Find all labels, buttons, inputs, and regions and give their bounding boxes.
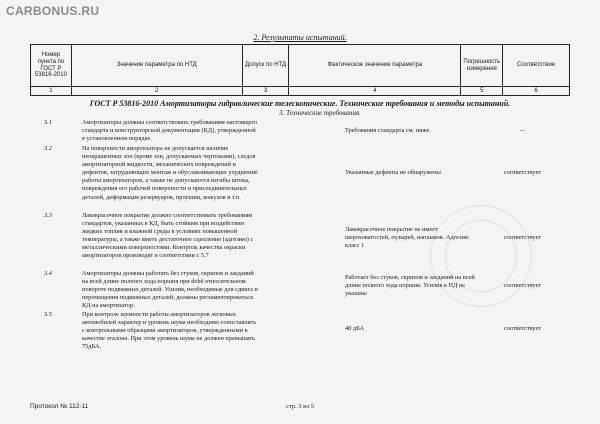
- col-number-cell: 3: [242, 87, 289, 96]
- section-title: 2. Результаты испытаний.: [253, 33, 347, 42]
- compliance-value: соответствует: [503, 169, 542, 176]
- results-table-header: [30, 44, 570, 96]
- protocol-number: Протокол № 112-11: [30, 403, 89, 410]
- col-number-cell: 4: [289, 87, 461, 96]
- requirement-text: Лакокрасочное покрытие должно соответствовать требованиям стандартов, указанных в КД, быть стойким при воздействии жидких топлив и влажной среды в условиях повышенной температуры, а также иметь достаточное сцепление (адгезию) с металлическими поверхностями. Контроль качества окраски амортизаторов производят в соответствии с 5.7: [82, 212, 254, 260]
- clause-number: 3.2: [44, 145, 52, 152]
- col-number-cell: 5: [461, 87, 503, 96]
- faint-stamp-inner-ring: [445, 220, 517, 292]
- actual-value: Требования стандарта см. ниже: [345, 127, 430, 134]
- requirement-text: Амортизаторы должны соответствовать требованиям настоящего стандарта и конструкторской документации (КД), утвержденной в установленном порядке.: [82, 119, 258, 143]
- compliance-value: соответствует: [503, 234, 542, 241]
- clause-number: 3.5: [44, 311, 52, 318]
- watermark: CARBONUS.RU: [6, 4, 100, 18]
- col-number-cell: 2: [71, 87, 242, 96]
- section-subtitle: 3. Технические требования.: [279, 109, 361, 117]
- compliance-value: соответствует: [503, 282, 542, 289]
- header-cell-error: Погрешность измерения: [461, 45, 503, 87]
- standard-title: ГОСТ Р 53816-2010 Амортизаторы гидравлические телескопические. Технические требования и методы испытаний.: [89, 99, 511, 108]
- compliance-value: --: [520, 127, 525, 134]
- actual-value: 48 дБА: [345, 325, 365, 332]
- requirement-text: На поверхности амортизатора не допускается наличие неокрашенных зон (кроме зон, допускаемых чертежами), следов амортизаторной жидкости, механических повреждений и дефектов, затрудняющих монтаж и обуславливающих ухудшение работы амортизаторов, а также не допускаются изгибы штока, повреждения его рабочей поверхности и присоединительных деталей, деформация резервуаров, проушин, кожухов и т.п.: [82, 145, 258, 201]
- header-cell-actual: Фактическое значение параметра: [289, 45, 461, 87]
- header-cell-requirement: Значение параметра по НТД: [71, 45, 242, 87]
- requirement-text: При контроле шумности работы амортизаторов легковых автомобилей характер и уровень шума необходимо сопоставлять с контрольными образцами амортизаторов, утвержденными в качестве эталона. При этом уровень шума не должен превышать 75дБА.: [82, 311, 257, 351]
- clause-number: 3.1: [44, 119, 52, 126]
- actual-value: Указанные дефекты не обнаружены: [345, 169, 441, 176]
- clause-number: 3.3: [44, 212, 52, 219]
- compliance-value: соответствует: [503, 325, 542, 332]
- clause-number: 3.4: [44, 270, 52, 277]
- requirement-text: Амортизаторы должны работать без стуков, скрипов и заеданий на всей длине полного хода поршня при době относительном повороте подвижных деталей. Усилия, необходимые для сдвига и перемещения подвижных деталей, должны регламентироваться КД на амортизатор.: [82, 270, 258, 310]
- header-cell-tolerance: Допуск по НТД: [242, 45, 289, 87]
- header-cell-clause: Номер пункта по ГОСТ Р 53816-2010: [31, 45, 72, 87]
- page-number: стр. 3 из 5: [285, 403, 315, 410]
- col-number-cell: 1: [31, 87, 72, 96]
- header-cell-compliance: Соответствие: [503, 45, 570, 87]
- col-number-cell: 6: [503, 87, 570, 96]
- actual-value: Лакокрасочное покрытие не имеет шероховатостей, пузырей, наплывов. Адгезия: класс 1: [345, 226, 470, 250]
- actual-value: Работает без стуков, скрипов и заеданий на всей длине полного хода поршня. Усилия в НД не указаны: [345, 274, 475, 298]
